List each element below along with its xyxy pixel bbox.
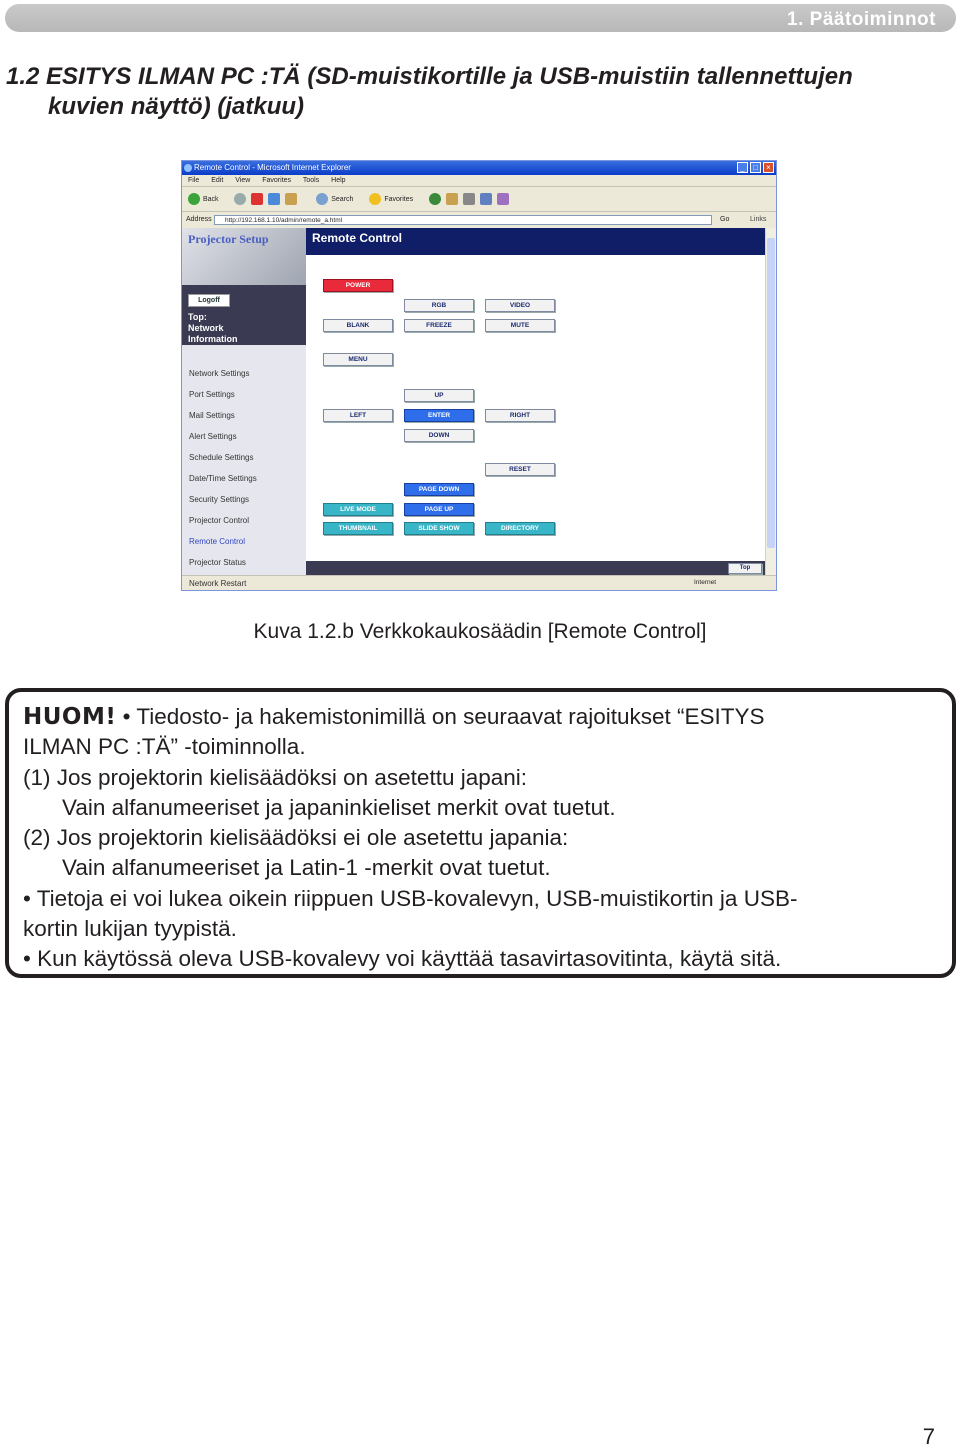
freeze-button[interactable]: FREEZE [404, 319, 474, 332]
page-down-button[interactable]: PAGE DOWN [404, 483, 474, 496]
browser-screenshot [181, 160, 777, 591]
menu-bar [182, 175, 776, 187]
back-icon[interactable] [188, 193, 200, 205]
sidebar-item-port-settings[interactable]: Port Settings [189, 390, 235, 399]
reset-button[interactable]: RESET [485, 463, 555, 476]
favorites-label[interactable]: Favorites [384, 196, 414, 203]
note-line6: Vain alfanumeeriset ja Latin-1 -merkit ovat tuetut. [62, 855, 551, 881]
browser-toolbar [182, 188, 776, 212]
edit-icon[interactable] [480, 193, 492, 205]
note-line1 [23, 702, 943, 732]
enter-button[interactable]: ENTER [404, 409, 474, 422]
menu-edit[interactable]: Edit [211, 177, 224, 184]
go-button[interactable]: Go [720, 216, 730, 223]
status-bar [182, 575, 776, 590]
mail-icon[interactable] [446, 193, 458, 205]
note-line3: (1) Jos projektorin kielisäädöksi on asetettu japani: [23, 764, 528, 790]
down-button[interactable]: DOWN [404, 429, 474, 442]
remote-control-header: Remote Control [306, 228, 767, 255]
sidebar-item-mail-settings[interactable]: Mail Settings [189, 411, 235, 420]
search-icon[interactable] [316, 193, 328, 205]
slide-show-button[interactable]: SLIDE SHOW [404, 522, 474, 535]
address-input[interactable]: http://192.168.1.10/admin/remote_a.html [214, 215, 712, 225]
window-titlebar [182, 161, 776, 175]
favorites-icon[interactable] [369, 193, 381, 205]
sidebar-item-projector-control[interactable]: Projector Control [189, 516, 250, 525]
figure-caption: Kuva 1.2.b Verkkokaukosäädin [Remote Control] [253, 620, 707, 643]
up-button[interactable]: UP [404, 389, 474, 402]
top-button[interactable]: Top [728, 563, 762, 574]
chapter-header-bar [5, 4, 956, 32]
video-button[interactable]: VIDEO [485, 299, 555, 312]
live-mode-button[interactable]: LIVE MODE [323, 503, 393, 516]
thumbnail-button[interactable]: THUMBNAIL [323, 522, 393, 535]
top-info-line2: Network [188, 323, 224, 333]
sidebar-nav [189, 363, 257, 594]
footer-bar [306, 561, 767, 575]
power-button[interactable]: POWER [323, 279, 393, 292]
logoff-button[interactable]: Logoff [188, 294, 230, 307]
window-title: Remote Control - Microsoft Internet Explorer [194, 163, 351, 172]
sidebar-item-network-settings[interactable]: Network Settings [189, 369, 250, 378]
sidebar [182, 285, 306, 588]
sidebar-item-remote-control[interactable]: Remote Control [189, 537, 246, 546]
brand-text: Projector Setup [188, 232, 269, 246]
maximize-icon[interactable]: □ [750, 162, 761, 173]
page-up-button[interactable]: PAGE UP [404, 503, 474, 516]
menu-tools[interactable]: Tools [302, 177, 320, 184]
blank-button[interactable]: BLANK [323, 319, 393, 332]
sidebar-item-datetime-settings[interactable]: Date/Time Settings [189, 474, 257, 483]
note-box [5, 688, 956, 978]
right-button[interactable]: RIGHT [485, 409, 555, 422]
directory-button[interactable]: DIRECTORY [485, 522, 555, 535]
internet-zone-label: Internet [694, 579, 717, 586]
section-title-line2: kuvien näyttö) (jatkuu) [48, 93, 305, 120]
note-line9: • Kun käytössä oleva USB-kovalevy voi käyttää tasavirtasovitinta, käytä sitä. [23, 946, 782, 972]
section-title-line1: 1.2 ESITYS ILMAN PC :TÄ (SD-muistikortille ja USB-muistiin tallennettujen [6, 63, 853, 90]
section-title [6, 62, 946, 122]
top-info-line3: Information [188, 334, 238, 344]
note-line5: (2) Jos projektorin kielisäädöksi ei ole asetettu japania: [23, 825, 569, 851]
sidebar-item-network-restart[interactable]: Network Restart [189, 579, 247, 588]
menu-favorites[interactable]: Favorites [262, 177, 292, 184]
sidebar-item-security-settings[interactable]: Security Settings [189, 495, 250, 504]
mute-button[interactable]: MUTE [485, 319, 555, 332]
history-icon[interactable] [429, 193, 441, 205]
sidebar-item-alert-settings[interactable]: Alert Settings [189, 432, 237, 441]
sidebar-item-projector-status[interactable]: Projector Status [189, 558, 246, 567]
stop-icon[interactable] [251, 193, 263, 205]
note-label: HUOM! [23, 704, 117, 730]
top-network-info[interactable] [188, 312, 238, 345]
note-line2: ILMAN PC :TÄ” -toiminnolla. [23, 734, 306, 760]
address-bar [182, 213, 776, 227]
note-line7: • Tietoja ei voi lukea oikein riippuen USB-kovalevyn, USB-muistikortin ja USB- [23, 885, 798, 911]
messenger-icon[interactable] [497, 193, 509, 205]
note-line8: kortin lukijan tyypistä. [23, 916, 237, 942]
note-line4: Vain alfanumeeriset ja japaninkieliset merkit ovat tuetut. [62, 794, 616, 820]
forward-icon[interactable] [234, 193, 246, 205]
menu-help[interactable]: Help [331, 177, 346, 184]
left-button[interactable]: LEFT [323, 409, 393, 422]
close-icon[interactable]: × [763, 162, 774, 173]
links-label[interactable]: Links [750, 216, 767, 223]
menu-button[interactable]: MENU [323, 353, 393, 366]
minimize-icon[interactable]: _ [737, 162, 748, 173]
menu-file[interactable]: File [188, 177, 200, 184]
print-icon[interactable] [463, 193, 475, 205]
menu-view[interactable]: View [235, 177, 251, 184]
search-label[interactable]: Search [331, 196, 354, 203]
vertical-scrollbar[interactable] [765, 228, 776, 575]
page-number: 7 [922, 1424, 935, 1449]
note-line1-text: • Tiedosto- ja hakemistonimillä on seuraavat rajoitukset “ESITYS [116, 704, 765, 729]
sidebar-item-schedule-settings[interactable]: Schedule Settings [189, 453, 254, 462]
home-icon[interactable] [285, 193, 297, 205]
ie-icon [184, 164, 192, 172]
address-label: Address [186, 216, 212, 223]
back-label[interactable]: Back [203, 196, 219, 203]
refresh-icon[interactable] [268, 193, 280, 205]
top-info-line1: Top: [188, 312, 207, 322]
projector-setup-logo [182, 228, 306, 285]
chapter-title: 1. Päätoiminnot [787, 9, 936, 30]
rgb-button[interactable]: RGB [404, 299, 474, 312]
